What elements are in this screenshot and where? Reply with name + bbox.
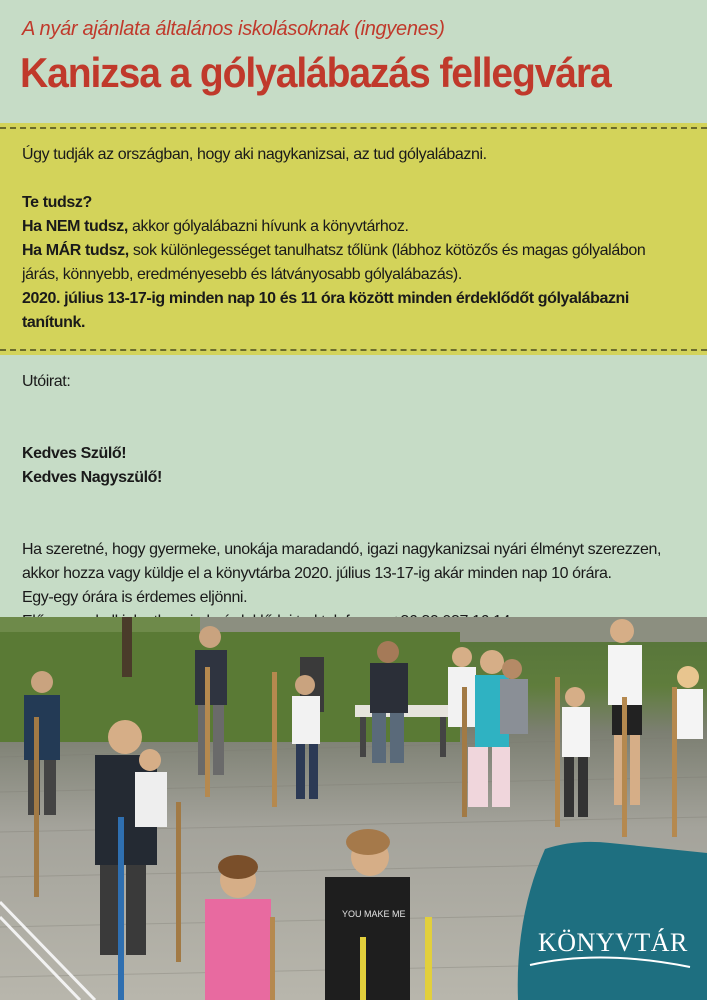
intro-yes-line	[22, 239, 682, 287]
shirt-print: YOU MAKE ME	[342, 909, 406, 919]
intro-band	[0, 123, 707, 355]
intro-line: Úgy tudják az országban, hogy aki nagykanizsai, az tud gólyalábazni.	[22, 146, 487, 163]
greeting-grandparent: Kedves Nagyszülő!	[22, 469, 162, 486]
postscript-line2: Egy-egy órára is érdemes eljönni.	[22, 589, 248, 606]
page-title: Kanizsa a gólyalábazás fellegvára	[20, 49, 611, 96]
intro-no-bold: Ha NEM tudsz,	[22, 218, 128, 235]
header	[0, 0, 707, 123]
postscript-body: Ha szeretné, hogy gyermeke, unokája maradandó, igazi nagykanizsai nyári élményt szerezzen, akkor hozza vagy küldje el a könyvtárba 2020. július 13-17-ig akár minden nap 10 órára.	[22, 541, 662, 582]
library-logo-badge	[518, 842, 707, 1000]
postscript-section	[0, 355, 707, 617]
intro-no-line	[22, 215, 682, 239]
dashed-divider-bottom	[0, 349, 707, 351]
intro-no-rest: akkor gólyalábazni hívunk a könyvtárhoz.	[127, 218, 409, 235]
intro-yes-bold: Ha MÁR tudsz,	[22, 242, 129, 259]
subtitle: A nyár ajánlata általános iskolásoknak (ingyenes)	[22, 18, 445, 40]
dashed-divider-top	[0, 127, 707, 129]
library-logo-text: KÖNYVTÁR	[538, 928, 688, 957]
greeting-parent: Kedves Szülő!	[22, 445, 127, 462]
intro-text	[22, 143, 682, 335]
intro-yes-rest: sok különlegességet tanulhatsz tőlünk (lábhoz kötözős és magas gólyalábon járás, könnyebb, eredményesebb és látványosabb gólyalábazás).	[22, 242, 646, 283]
postscript-label: Utóirat:	[22, 373, 71, 390]
intro-question: Te tudsz?	[22, 194, 92, 211]
intro-schedule: 2020. július 13-17-ig minden nap 10 és 11 óra között minden érdeklődőt gólyalábazni tanítunk.	[22, 290, 629, 331]
postscript-text	[22, 370, 692, 634]
